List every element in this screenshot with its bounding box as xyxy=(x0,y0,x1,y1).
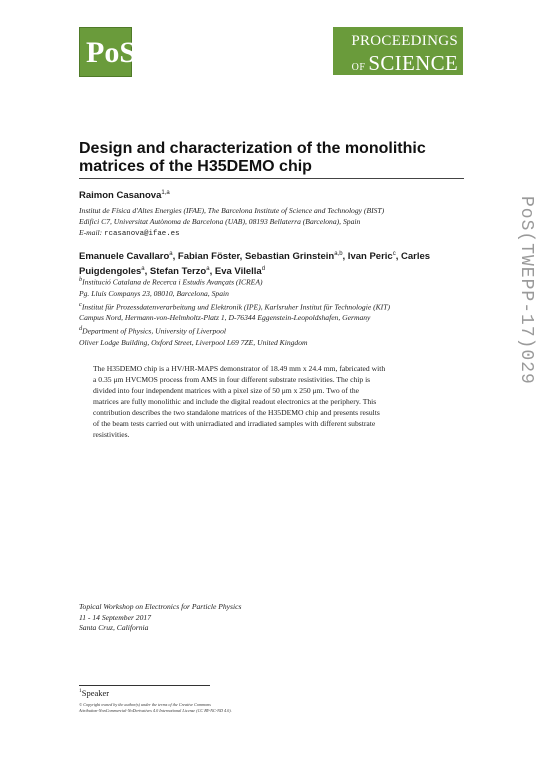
footnote-speaker xyxy=(79,688,109,698)
abstract-line: The H35DEMO chip is a HV/HR-MAPS demonstrator of 18.49 mm x 24.4 mm, fabricated with xyxy=(93,364,386,373)
abstract-line: of the beam tests carried out with unirradiated and irradiated samples with different substrate xyxy=(93,419,376,428)
banner-proceedings: PROCEEDINGS xyxy=(351,33,458,49)
main-author-sup: 1,a xyxy=(161,190,170,196)
coauthors-line-1 xyxy=(79,248,463,263)
workshop-location: Santa Cruz, California xyxy=(79,623,149,632)
coauthor-sup: d xyxy=(261,266,266,273)
other-affiliations xyxy=(79,274,463,348)
paper-title xyxy=(79,140,463,176)
coauthor-sup: a xyxy=(206,266,210,273)
affil-b-line-2: Pg. Lluís Companys 23, 08010, Barcelona, Spain xyxy=(79,288,229,298)
coauthor-sup: a,b xyxy=(334,251,343,257)
title-line-2: matrices of the H35DEMO chip xyxy=(79,158,312,175)
coauthor-puigdengoles: Puigdengoles xyxy=(79,266,142,278)
affil-c-line-2: Campus Nord, Hermann-von-Helmholtz-Platz 1, D-76344 Eggenstein-Leopoldshafen, Germany xyxy=(79,313,371,323)
workshop-dates: 11 - 14 September 2017 xyxy=(79,612,151,622)
title-divider xyxy=(79,178,464,179)
affil-c-line-1 xyxy=(79,299,463,313)
main-author xyxy=(79,190,170,201)
main-affil-line-2: Edifici C7, Universitat Autònoma de Barcelona (UAB), 08193 Bellaterra (Barcelona), Spain xyxy=(79,217,361,226)
affil-sup: c xyxy=(79,300,82,308)
copyright-line-2: Attribution-NonCommercial-NoDerivatives 4.0 International License (CC BY-NC-ND 4.0). xyxy=(79,708,232,713)
abstract-line: contribution describes the two standalone matrices of the H35DEMO chip and presents results xyxy=(93,408,380,417)
affil-d-name: Department of Physics, University of Liverpool xyxy=(82,326,227,336)
coauthor-sup: a xyxy=(141,266,145,273)
copyright-line-1: © Copyright owned by the author(s) under the terms of the Creative Commons xyxy=(79,702,211,707)
affil-d-line-1 xyxy=(79,323,463,337)
abstract-line: a 0.35 μm HVCMOS process from AMS in four different substrate resistivities. The chip is xyxy=(93,375,371,384)
footnote-sup: 1 xyxy=(79,688,82,695)
coauthor-vilella: , Eva Vilella xyxy=(209,266,262,278)
main-author-email-row xyxy=(79,227,463,240)
banner-of-science xyxy=(352,51,458,76)
pos-logo xyxy=(79,27,137,77)
affil-sup: d xyxy=(79,325,83,333)
proceedings-of-science-banner xyxy=(333,27,463,75)
abstract-line: divided into four independent matrices with a pixel size of 50 μm x 250 μm. Two of the xyxy=(93,386,360,395)
footnote-speaker-text: Speaker xyxy=(81,688,110,698)
coauthor-carles: , Carles xyxy=(395,251,431,263)
coauthor-sup: c xyxy=(392,251,396,257)
coauthor-peric: , Ivan Peric xyxy=(342,251,393,263)
coauthor-sup: a xyxy=(169,251,173,257)
coauthor-cavallaro: Emanuele Cavallaro xyxy=(79,251,170,263)
affil-b-line-1 xyxy=(79,274,463,288)
affil-d-line-2: Oliver Lodge Building, Oxford Street, Liverpool L69 7ZE, United Kingdom xyxy=(79,337,308,347)
main-author-name: Raimon Casanova xyxy=(79,190,162,202)
footnote-divider xyxy=(79,685,210,686)
affil-sup: b xyxy=(79,276,83,283)
workshop-info xyxy=(79,602,241,634)
affil-b-name: Institució Catalana de Recerca i Estudis Avançats (ICREA) xyxy=(82,277,263,287)
author-email[interactable]: rcasanova@ifae.es xyxy=(104,230,180,238)
coauthor-foster-grinstein: , Fabian Föster, Sebastian Grinstein xyxy=(172,251,335,263)
email-label: E-mail: xyxy=(79,228,103,237)
pos-logo-icon xyxy=(80,28,137,76)
main-affiliation xyxy=(79,205,463,240)
abstract xyxy=(93,363,448,440)
copyright-notice xyxy=(79,702,309,714)
title-line-1: Design and characterization of the monolithic xyxy=(79,140,426,157)
banner-of: OF xyxy=(351,62,366,73)
main-affil-line-1: Institut de Física d'Altes Energies (IFAE), The Barcelona Institute of Science and Technology (BIST) xyxy=(79,206,385,215)
workshop-name: Topical Workshop on Electronics for Particle Physics xyxy=(79,602,242,611)
coauthor-terzo: , Stefan Terzo xyxy=(144,266,207,278)
banner-science: SCIENCE xyxy=(368,51,458,75)
pos-identifier-stamp: PoS(TWEPP-17)029 xyxy=(516,196,536,385)
affil-c-name: Institut für Prozessdatenverarbeitung und Elektronik (IPE), Karlsruher Institut für Technologie (KIT) xyxy=(81,302,390,312)
abstract-line: resistivities. xyxy=(93,430,130,439)
pos-logo-text: PoS xyxy=(86,36,137,69)
abstract-line: matrices are fully monolithic and include the digital readout electronics at the periphery. This xyxy=(93,397,377,406)
